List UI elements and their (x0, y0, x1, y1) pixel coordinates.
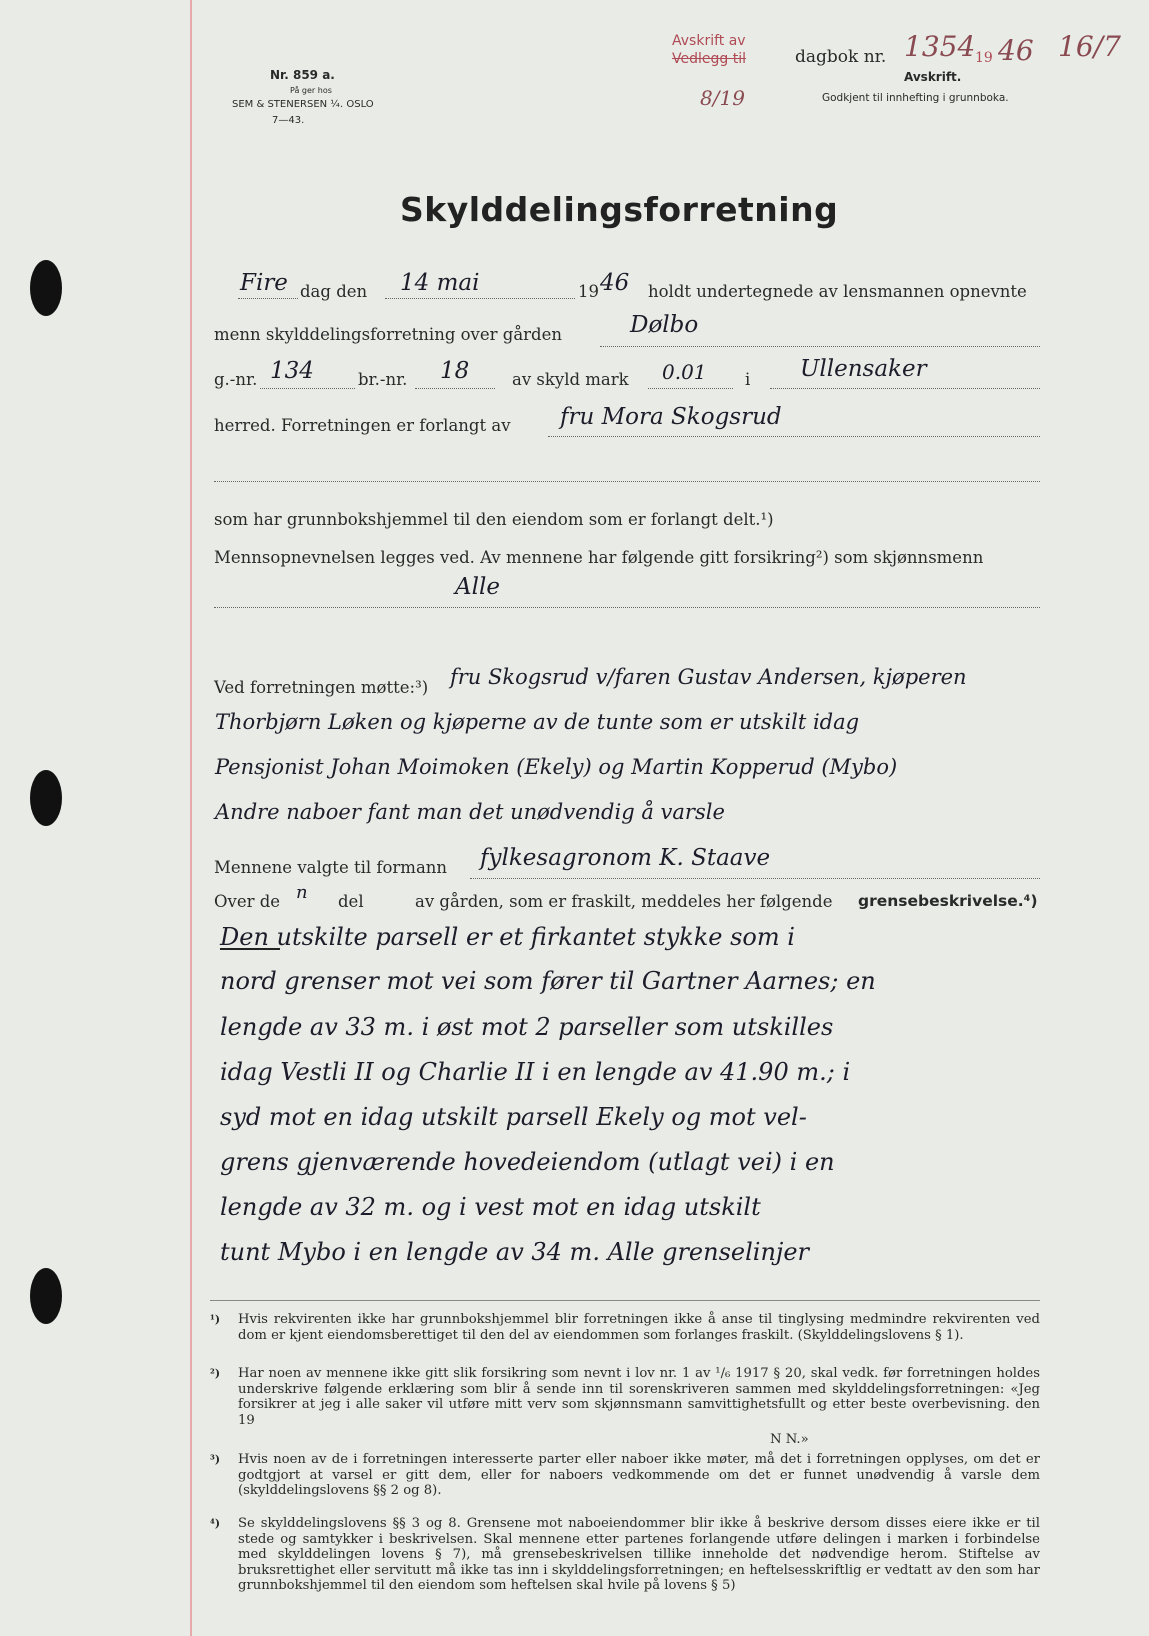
dotted-line (470, 877, 1040, 879)
footnote (210, 1432, 1040, 1448)
printer-date: 7—43. (272, 115, 305, 126)
punch-hole (30, 260, 62, 316)
fraskilt-text: av gården, som er fraskilt, meddeles her følgende (415, 892, 833, 911)
footnote (210, 1516, 1040, 1594)
hand-alle: Alle (455, 574, 500, 600)
dotted-line (238, 297, 298, 299)
hand-gnr: 134 (270, 358, 314, 384)
hand-bnr: 18 (440, 358, 470, 384)
hand-attendees-2: Thorbjørn Løken og kjøperne av de tunte som er utskilt idag (215, 710, 860, 734)
dotted-line (648, 387, 733, 389)
hand-skyld: 0.01 (662, 360, 707, 384)
grunnbok-text: som har grunnbokshjemmel til den eiendom som er forlangt delt.¹) (214, 510, 774, 529)
hand-attendees-1: fru Skogsrud v/faren Gustav Andersen, kjøperen (450, 665, 967, 689)
footnote (210, 1312, 1040, 1343)
year-suffix: 46 (998, 34, 1034, 67)
forlangt-label: herred. Forretningen er forlangt av (214, 416, 511, 435)
dotted-line (385, 297, 575, 299)
over-de-label: Over de (214, 892, 281, 911)
avskrift-av-stamp: Avskrift av (672, 33, 746, 49)
formann-label: Mennene valgte til formann (214, 858, 448, 877)
footnote-mark: ¹) (210, 1313, 221, 1326)
margin-line (190, 0, 192, 1636)
footnote-mark: ²) (210, 1367, 221, 1380)
punch-hole (30, 770, 62, 826)
footnote-text: Hvis noen av de i forretningen interesserte parter eller naboer ikke møter, må det i forretningen opplyses, om det er godtgjort at varsel er gitt dem, eller for naboers vedkommende om det er funnet unødvendig å varsle dem (skylddelingslovens §§ 2 og 8). (238, 1452, 1040, 1498)
hand-attendees-4: Andre naboer fant man det unødvendig å varsle (215, 800, 725, 824)
footnote-text: N N.» (770, 1432, 809, 1447)
hand-n: n (296, 882, 308, 903)
hand-formann: fylkesagronom K. Staave (480, 845, 771, 871)
footnote-mark: ⁴) (210, 1517, 221, 1530)
dotted-line (214, 606, 1040, 608)
desc-line: lengde av 33 m. i øst mot 2 parseller som utskilles (220, 1013, 834, 1041)
holdt-text: holdt undertegnede av lensmannen opnevnte (648, 282, 1027, 301)
year-label: 19 (578, 282, 599, 301)
gnr-label: g.-nr. (214, 370, 258, 389)
dotted-line (214, 480, 1040, 482)
hand-weekday: Fire (240, 270, 288, 296)
dotted-line (415, 387, 495, 389)
dagbok-label: dagbok nr. (795, 47, 887, 67)
vedlegg-stamp: Vedlegg til (672, 51, 746, 67)
motte-label: Ved forretningen møtte:³) (214, 678, 429, 697)
grensebeskrivelse-label: grensebeskrivelse.⁴) (858, 892, 1038, 910)
red-note-top: 16/7 (1058, 30, 1121, 63)
dotted-line (600, 345, 1040, 347)
hand-herred: Ullensaker (800, 356, 927, 382)
dotted-line (260, 387, 355, 389)
desc-line: grens gjenværende hovedeiendom (utlagt vei) i en (220, 1148, 835, 1176)
godkjent-text: Godkjent til innhefting i grunnboka. (822, 92, 1009, 104)
footnote (210, 1452, 1040, 1499)
page-title: Skylddelingsforretning (400, 190, 839, 229)
dagbok-number: 1354 (904, 30, 976, 63)
dotted-line (770, 387, 1040, 389)
form-number: Nr. 859 a. (270, 68, 335, 82)
punch-hole (30, 1268, 62, 1324)
desc-line: Den utskilte parsell er et firkantet stykke som i (220, 923, 795, 951)
year-prefix: 19 (975, 50, 993, 66)
del-label: del (338, 892, 364, 911)
desc-line: lengde av 32 m. og i vest mot en idag utskilt (220, 1193, 761, 1221)
desc-line: syd mot en idag utskilt parsell Ekely og mot vel- (220, 1103, 807, 1131)
hand-date: 14 mai (400, 270, 480, 296)
skylddeling-over-label: menn skylddelingsforretning over gården (214, 325, 563, 344)
hand-attendees-3: Pensjonist Johan Moimoken (Ekely) og Martin Kopperud (Mybo) (215, 755, 898, 779)
hand-year: 46 (600, 270, 630, 296)
printer-name: SEM & STENERSEN ¼. OSLO (232, 99, 374, 110)
hand-farm: Dølbo (630, 312, 699, 338)
hand-requester: fru Mora Skogsrud (560, 404, 782, 430)
printer-line: På ger hos (290, 86, 332, 95)
footnote-text: Har noen av mennene ikke gitt slik forsikring som nevnt i lov nr. 1 av ¹/₆ 1917 § 20, skal vedk. før forretningen holdes underskrive følgende erklæring som blir å sende inn til sorenskriveren sammen med skylddelingsforretningen: «Jeg forsikrer at jeg i alle saker vil utføre mitt verv som skjønnsmann samvittighetsfullt og etter beste overbevisning. den 19 (238, 1366, 1040, 1428)
footnote-mark: ³) (210, 1453, 221, 1466)
footnote-rule (210, 1300, 1040, 1301)
footnote (210, 1366, 1040, 1428)
mennsopnevnelse-text: Mennsopnevnelsen legges ved. Av mennene har følgende gitt forsikring²) som skjønnsmenn (214, 548, 984, 567)
avskrift-label: Avskrift. (904, 70, 962, 84)
red-note-left: 8/19 (700, 86, 745, 110)
dotted-line (548, 435, 1040, 437)
footnote-text: Se skylddelingslovens §§ 3 og 8. Grensene mot naboeiendommer blir ikke å beskrive dersom disses eiere ikke er til stede og samtykker i beskrivelsen. Skal mennene etter partenes forlangende utføre delingen i marken i forbindelse med skylddelingen lovens § 7), må grensebeskrivelsen tillike inneholde det nødvendige herom. Stiftelse av bruksrettighet eller servitutt må ikke tas inn i skylddelingsforretningen; en heftelsesskriftlig er vedtatt av den som har grunnbokshjemmel til den eiendom som heftelsen skal hvile på lovens § 5) (238, 1516, 1040, 1593)
desc-line: tunt Mybo i en lengde av 34 m. Alle grenselinjer (220, 1238, 810, 1266)
bnr-label: br.-nr. (358, 370, 408, 389)
desc-line: nord grenser mot vei som fører til Gartner Aarnes; en (220, 967, 876, 995)
i-label: i (745, 370, 751, 389)
desc-line: idag Vestli II og Charlie II i en lengde av 41.90 m.; i (220, 1058, 851, 1086)
skyld-label: av skyld mark (512, 370, 629, 389)
dag-den-label: dag den (300, 282, 368, 301)
footnote-text: Hvis rekvirenten ikke har grunnbokshjemmel blir forretningen ikke å anse til tinglysing medmindre rekvirenten ved dom er kjent eiendomsberettiget til den del av eiendommen som forlanges fraskilt. (Skylddelingslovens § 1). (238, 1312, 1040, 1343)
